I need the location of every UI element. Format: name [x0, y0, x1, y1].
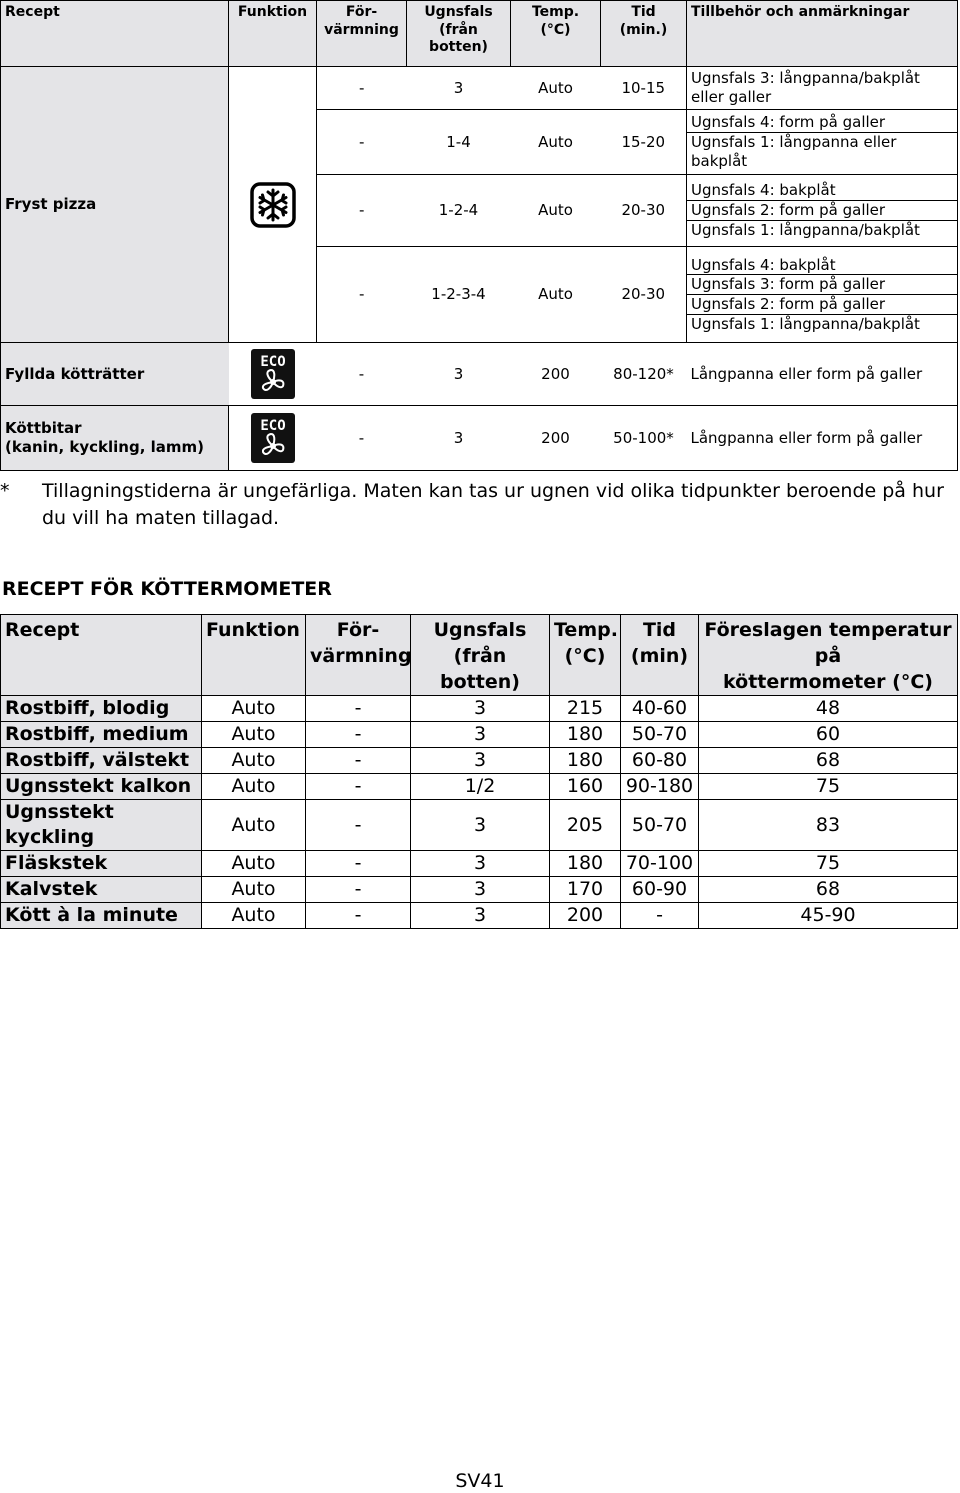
level-cell: 3	[411, 722, 550, 748]
function-cell: Auto	[202, 903, 306, 929]
col-forvarmning: För- värmning	[317, 1, 407, 67]
col-tillbehor: Tillbehör och anmärkningar	[687, 1, 958, 67]
col-tid: Tid (min.)	[601, 1, 687, 67]
table2-header-row	[1, 615, 958, 696]
note-line: Ugnsfals 4: form på galler	[687, 113, 957, 133]
temp-cell: 200	[511, 406, 601, 471]
recipe-meat-pieces	[1, 406, 229, 471]
note-line: Ugnsfals 3: form på galler	[687, 275, 957, 295]
col-ugnsfals: Ugnsfals (från botten)	[407, 1, 511, 67]
function-cell: Auto	[202, 877, 306, 903]
note-line: Ugnsfals 2: form på galler	[687, 201, 957, 221]
table-row	[1, 696, 958, 722]
temp-cell: 170	[550, 877, 621, 903]
recipe-filled-meat: Fyllda kötträtter	[1, 343, 229, 406]
recipe-name: Ugnsstekt kyckling	[1, 800, 202, 851]
note-line: Ugnsfals 1: långpanna/bakplåt	[691, 220, 920, 239]
notes-cell	[687, 247, 958, 343]
col-recept: Recept	[1, 615, 202, 696]
table-row	[1, 774, 958, 800]
function-cell: Auto	[202, 696, 306, 722]
temp-cell: Auto	[511, 247, 601, 343]
level-cell: 1/2	[411, 774, 550, 800]
level-cell: 3	[411, 800, 550, 851]
preheat-cell: -	[306, 748, 411, 774]
function-cell: Auto	[202, 851, 306, 877]
recipe-name: Ugnsstekt kalkon	[1, 774, 202, 800]
function-cell: Auto	[202, 722, 306, 748]
function-cell	[229, 406, 317, 471]
frozen-and-meat-table	[0, 0, 958, 471]
probe-temp-cell: 68	[699, 748, 958, 774]
recipe-frozen-pizza: Fryst pizza	[1, 67, 229, 343]
time-cell: 10-15	[601, 67, 687, 110]
function-cell: Auto	[202, 748, 306, 774]
probe-temp-cell: 68	[699, 877, 958, 903]
preheat-cell: -	[317, 247, 407, 343]
temp-cell: Auto	[511, 110, 601, 175]
table-row	[1, 903, 958, 929]
recipe-name: Rostbiff, välstekt	[1, 748, 202, 774]
note-line: Ugnsfals 4: bakplåt	[687, 256, 957, 276]
level-cell: 3	[411, 903, 550, 929]
table-row	[1, 748, 958, 774]
temp-cell: 200	[550, 903, 621, 929]
temp-cell: Auto	[511, 175, 601, 247]
time-cell: 20-30	[601, 247, 687, 343]
temp-cell: 180	[550, 851, 621, 877]
recipe-name: Kött à la minute	[1, 903, 202, 929]
notes-cell: Långpanna eller form på galler	[687, 343, 958, 406]
time-cell: 60-90	[621, 877, 699, 903]
preheat-cell: -	[317, 175, 407, 247]
temp-cell: 200	[511, 343, 601, 406]
temp-cell: 160	[550, 774, 621, 800]
preheat-cell: -	[306, 800, 411, 851]
col-ugnsfals: Ugnsfals (från botten)	[411, 615, 550, 696]
function-cell: Auto	[202, 800, 306, 851]
time-cell: 20-30	[601, 175, 687, 247]
section-title: RECEPT FÖR KÖTTERMOMETER	[2, 578, 332, 600]
level-cell: 3	[407, 343, 511, 406]
preheat-cell: -	[317, 110, 407, 175]
col-funktion: Funktion	[229, 1, 317, 67]
preheat-cell: -	[317, 343, 407, 406]
notes-cell	[687, 110, 958, 175]
note-line: Ugnsfals 1: långpanna eller bakplåt	[691, 133, 897, 170]
preheat-cell: -	[306, 696, 411, 722]
note-line: Ugnsfals 2: form på galler	[687, 295, 957, 315]
col-funktion: Funktion	[202, 615, 306, 696]
level-cell: 3	[407, 67, 511, 110]
recipe-name: Rostbiff, blodig	[1, 696, 202, 722]
temp-cell: Auto	[511, 67, 601, 110]
time-cell: 60-80	[621, 748, 699, 774]
function-cell	[229, 343, 317, 406]
preheat-cell: -	[306, 877, 411, 903]
level-cell: 3	[411, 851, 550, 877]
function-cell: Auto	[202, 774, 306, 800]
col-temp: Temp. (°C)	[550, 615, 621, 696]
recipe-name: Kalvstek	[1, 877, 202, 903]
preheat-cell: -	[306, 722, 411, 748]
level-cell: 3	[411, 748, 550, 774]
level-cell: 1-2-3-4	[407, 247, 511, 343]
table-row	[1, 67, 958, 110]
time-cell: 80-120*	[601, 343, 687, 406]
probe-temp-cell: 48	[699, 696, 958, 722]
eco-fan-icon	[251, 413, 295, 463]
snowflake-icon	[250, 182, 296, 228]
temp-cell: 180	[550, 722, 621, 748]
level-cell: 3	[407, 406, 511, 471]
preheat-cell: -	[317, 67, 407, 110]
note-line: Ugnsfals 4: bakplåt	[687, 181, 957, 201]
preheat-cell: -	[306, 774, 411, 800]
temp-cell: 205	[550, 800, 621, 851]
preheat-cell: -	[306, 851, 411, 877]
table-row	[1, 406, 958, 471]
meat-probe-table	[0, 614, 958, 929]
recipe-name-line1: Köttbitar	[5, 419, 82, 438]
table1-header-row	[1, 1, 958, 67]
table-row	[1, 851, 958, 877]
footnote-star: *	[0, 480, 10, 502]
notes-cell: Långpanna eller form på galler	[687, 406, 958, 471]
table-row	[1, 877, 958, 903]
notes-cell	[687, 175, 958, 247]
col-probe-temp: Föreslagen temperatur på köttermometer (°C)	[699, 615, 958, 696]
time-cell: 50-100*	[601, 406, 687, 471]
note-line: Ugnsfals 3: långpanna/bakplåt eller galler	[691, 69, 920, 106]
time-cell: 90-180	[621, 774, 699, 800]
level-cell: 3	[411, 696, 550, 722]
table-row	[1, 722, 958, 748]
temp-cell: 180	[550, 748, 621, 774]
col-recept: Recept	[1, 1, 229, 67]
probe-temp-cell: 45-90	[699, 903, 958, 929]
probe-temp-cell: 75	[699, 851, 958, 877]
notes-cell	[687, 67, 958, 110]
table-row	[1, 343, 958, 406]
probe-temp-cell: 60	[699, 722, 958, 748]
time-cell: -	[621, 903, 699, 929]
recipe-name: Rostbiff, medium	[1, 722, 202, 748]
time-cell: 50-70	[621, 722, 699, 748]
time-cell: 50-70	[621, 800, 699, 851]
time-cell: 15-20	[601, 110, 687, 175]
level-cell: 3	[411, 877, 550, 903]
function-cell	[229, 67, 317, 343]
page-number: SV41	[455, 1470, 505, 1492]
time-cell: 70-100	[621, 851, 699, 877]
recipe-name-line2: (kanin, kyckling, lamm)	[5, 438, 204, 456]
svg-text:ECO: ECO	[260, 418, 286, 434]
preheat-cell: -	[306, 903, 411, 929]
col-temp: Temp. (°C)	[511, 1, 601, 67]
col-forvarmning: För- värmning	[306, 615, 411, 696]
footnote-text: Tillagningstiderna är ungefärliga. Maten kan tas ur ugnen vid olika tidpunkter beroende på hur du vill ha maten tillagad.	[42, 480, 944, 529]
recipe-name: Fläskstek	[1, 851, 202, 877]
note-line: Ugnsfals 1: långpanna/bakplåt	[691, 314, 920, 333]
probe-temp-cell: 83	[699, 800, 958, 851]
preheat-cell: -	[317, 406, 407, 471]
col-tid: Tid (min)	[621, 615, 699, 696]
table-row	[1, 800, 958, 851]
temp-cell: 215	[550, 696, 621, 722]
svg-text:ECO: ECO	[259, 354, 286, 370]
probe-temp-cell: 75	[699, 774, 958, 800]
time-cell: 40-60	[621, 696, 699, 722]
eco-fan-icon	[251, 349, 295, 399]
level-cell: 1-4	[407, 110, 511, 175]
level-cell: 1-2-4	[407, 175, 511, 247]
